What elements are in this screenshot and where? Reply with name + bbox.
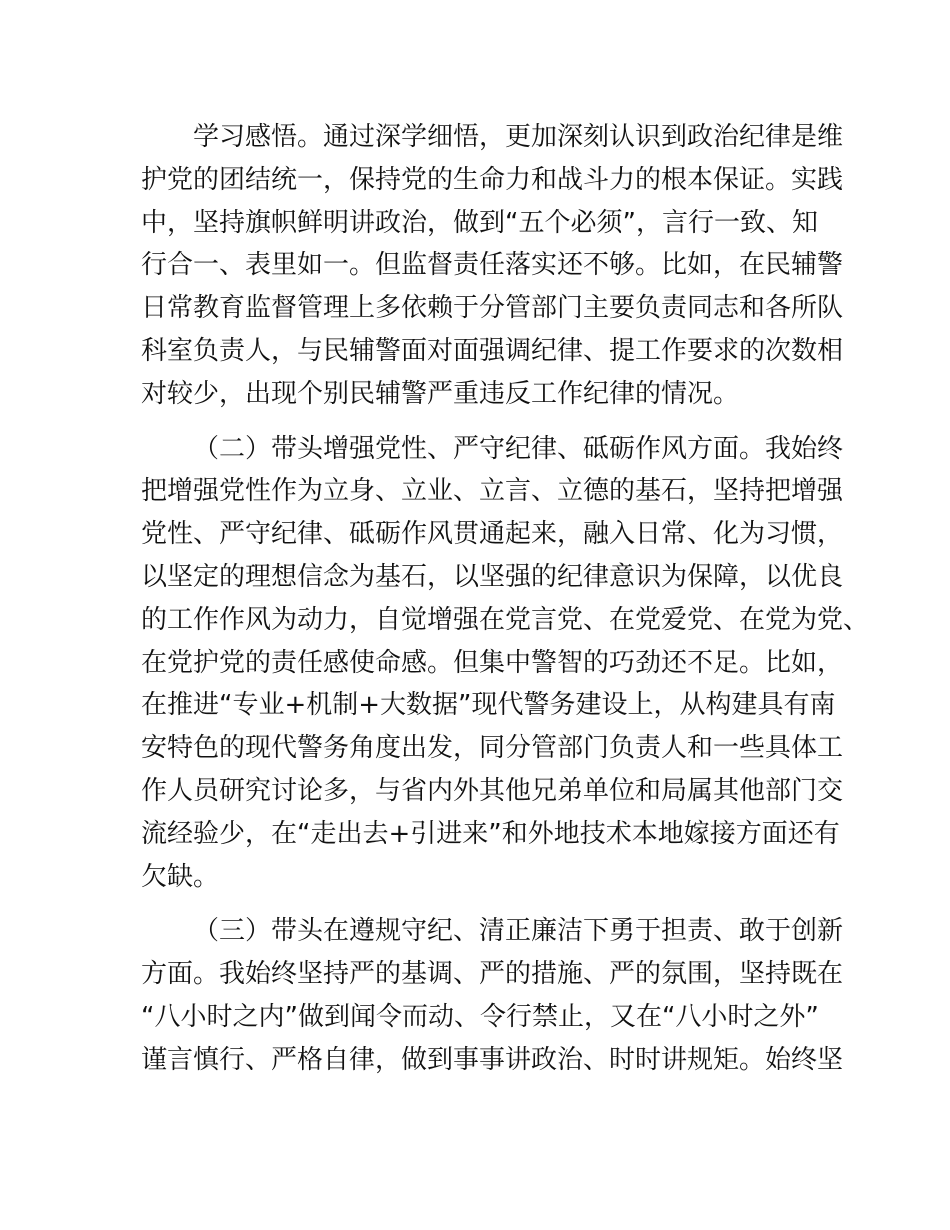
paragraph-line: （三）带头在遵规守纪、清正廉洁下勇于担责、敢于创新 <box>193 916 844 947</box>
paragraph-line: 对较少，出现个别民辅警严重违反工作纪律的情况。 <box>141 378 740 409</box>
paragraph-line: 作人员研究讨论多，与省内外其他兄弟单位和局属其他部门交 <box>141 775 844 806</box>
paragraph-line: 在推进“专业+机制+大数据”现代警务建设上，从构建具有南 <box>141 690 836 721</box>
paragraph-line: 欠缺。 <box>141 861 220 892</box>
paragraph-spacer <box>141 898 821 910</box>
paragraph-line: 护党的团结统一，保持党的生命力和战斗力的根本保证。实践 <box>141 164 844 195</box>
paragraph-line: “八小时之内”做到闻令而动、令行禁止，又在“八小时之外” <box>141 1001 819 1032</box>
paragraph-line: 科室负责人，与民辅警面对面强调纪律、提工作要求的次数相 <box>141 335 844 366</box>
paragraph-line: 谨言慎行、严格自律，做到事事讲政治、时时讲规矩。始终坚 <box>141 1044 844 1075</box>
paragraph-line: 流经验少，在“走出去+引进来”和外地技术本地嫁接方面还有 <box>141 818 840 849</box>
paragraph-line: 的工作作风为动力，自觉增强在党言党、在党爱党、在党为党、 <box>141 604 870 635</box>
paragraph-line: 方面。我始终坚持严的基调、严的措施、严的氛围，坚持既在 <box>141 959 844 990</box>
paragraph-line: 把增强党性作为立身、立业、立言、立德的基石，坚持把增强 <box>141 476 844 507</box>
paragraph-1 <box>141 116 844 416</box>
paragraph-line: 党性、严守纪律、砥砺作风贯通起来，融入日常、化为习惯， <box>141 519 844 550</box>
paragraph-2 <box>141 428 870 899</box>
paragraph-line: 日常教育监督管理上多依赖于分管部门主要负责同志和各所队 <box>141 293 844 324</box>
paragraph-3 <box>141 910 844 1081</box>
paragraph-line: 行合一、表里如一。但监督责任落实还不够。比如，在民辅警 <box>141 250 844 281</box>
paragraph-line: 在党护党的责任感使命感。但集中警智的巧劲还不足。比如， <box>141 647 844 678</box>
paragraph-line: 以坚定的理想信念为基石，以坚强的纪律意识为保障，以优良 <box>141 561 844 592</box>
paragraph-line: 学习感悟。通过深学细悟，更加深刻认识到政治纪律是维 <box>193 122 844 152</box>
document-body <box>141 116 870 1082</box>
paragraph-spacer <box>141 416 821 428</box>
paragraph-line: （二）带头增强党性、严守纪律、砥砺作风方面。我始终 <box>193 433 844 464</box>
paragraph-line: 中，坚持旗帜鲜明讲政治，做到“五个必须”，言行一致、知 <box>141 207 818 238</box>
paragraph-line: 安特色的现代警务角度出发，同分管部门负责人和一些具体工 <box>141 733 844 764</box>
